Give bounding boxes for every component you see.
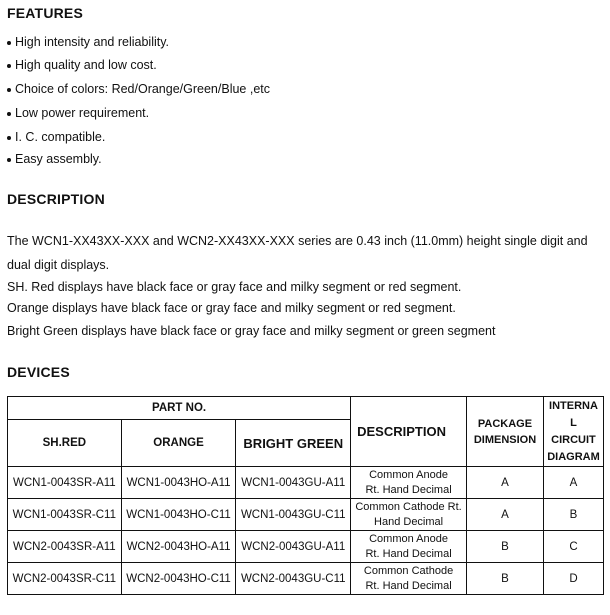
sh-red-header: SH.RED bbox=[8, 420, 122, 467]
header-line: L bbox=[570, 416, 577, 429]
bullet-icon bbox=[7, 136, 11, 140]
package-cell: B bbox=[467, 531, 544, 563]
description-cell bbox=[351, 467, 467, 499]
feature-text: Low power requirement. bbox=[15, 106, 150, 120]
description-line: dual digit displays. bbox=[7, 258, 110, 272]
internal-circuit-cell: C bbox=[543, 531, 603, 563]
feature-text: I. C. compatible. bbox=[15, 130, 106, 144]
package-cell: B bbox=[467, 563, 544, 595]
header-line: CIRCUIT bbox=[551, 433, 596, 446]
header-line: PACKAGE bbox=[477, 417, 533, 430]
description-line: Orange displays have black face or gray face and milky segment or red segment. bbox=[7, 301, 456, 315]
description-heading: DESCRIPTION bbox=[7, 191, 105, 207]
bullet-icon bbox=[7, 64, 11, 68]
bright-green-cell: WCN1-0043GU-A11 bbox=[236, 467, 351, 499]
orange-cell: WCN1-0043HO-C11 bbox=[121, 499, 236, 531]
internal-circuit-cell: B bbox=[543, 499, 603, 531]
bright-green-cell: WCN2-0043GU-A11 bbox=[236, 531, 351, 563]
description-line: Common Cathode bbox=[363, 564, 454, 577]
package-cell: A bbox=[467, 499, 544, 531]
feature-item bbox=[7, 106, 149, 120]
sh-red-cell: WCN2-0043SR-C11 bbox=[8, 563, 122, 595]
sh-red-cell: WCN2-0043SR-A11 bbox=[8, 531, 122, 563]
feature-item bbox=[7, 130, 105, 144]
bullet-icon bbox=[7, 88, 11, 92]
internal-circuit-cell: A bbox=[543, 467, 603, 499]
bullet-icon bbox=[7, 41, 11, 45]
orange-cell: WCN1-0043HO-A11 bbox=[121, 467, 236, 499]
internal-circuit-header bbox=[543, 397, 603, 467]
feature-item bbox=[7, 152, 102, 166]
description-line: Common Anode bbox=[369, 532, 448, 545]
table-row bbox=[8, 563, 604, 595]
feature-text: Easy assembly. bbox=[15, 152, 102, 166]
orange-cell: WCN2-0043HO-C11 bbox=[121, 563, 236, 595]
description-line: Common Cathode Rt. bbox=[355, 500, 462, 513]
header-line: DIMENSION bbox=[473, 433, 537, 446]
description-line: Rt. Hand Decimal bbox=[365, 547, 452, 560]
description-cell bbox=[351, 499, 467, 531]
sh-red-cell: WCN1-0043SR-A11 bbox=[8, 467, 122, 499]
devices-heading: DEVICES bbox=[7, 364, 70, 380]
features-heading: FEATURES bbox=[7, 5, 84, 21]
description-header: DESCRIPTION bbox=[351, 397, 467, 467]
package-cell: A bbox=[467, 467, 544, 499]
feature-item bbox=[7, 82, 270, 96]
description-line: Hand Decimal bbox=[374, 515, 444, 528]
devices-table bbox=[7, 396, 604, 595]
bright-green-cell: WCN1-0043GU-C11 bbox=[236, 499, 351, 531]
bright-green-header: BRIGHT GREEN bbox=[236, 420, 351, 467]
sh-red-cell: WCN1-0043SR-C11 bbox=[8, 499, 122, 531]
table-row bbox=[8, 531, 604, 563]
description-cell bbox=[351, 531, 467, 563]
table-row bbox=[8, 499, 604, 531]
internal-circuit-cell: D bbox=[543, 563, 603, 595]
description-line: Common Anode bbox=[369, 468, 448, 481]
feature-text: High quality and low cost. bbox=[15, 58, 157, 72]
feature-item bbox=[7, 58, 157, 72]
orange-header: ORANGE bbox=[121, 420, 236, 467]
description-cell bbox=[351, 563, 467, 595]
feature-text: High intensity and reliability. bbox=[15, 35, 170, 49]
orange-cell: WCN2-0043HO-A11 bbox=[121, 531, 236, 563]
table-row bbox=[8, 467, 604, 499]
description-line: Rt. Hand Decimal bbox=[365, 483, 452, 496]
bullet-icon bbox=[7, 158, 11, 162]
description-line: Rt. Hand Decimal bbox=[365, 579, 452, 592]
description-line: The WCN1-XX43XX-XXX and WCN2-XX43XX-XXX series are 0.43 inch (11.0mm) height single digit and bbox=[7, 234, 588, 248]
bullet-icon bbox=[7, 112, 11, 116]
feature-text: Choice of colors: Red/Orange/Green/Blue ,etc bbox=[15, 82, 270, 96]
description-line: SH. Red displays have black face or gray face and milky segment or red segment. bbox=[7, 280, 462, 294]
bright-green-cell: WCN2-0043GU-C11 bbox=[236, 563, 351, 595]
header-line: DIAGRAM bbox=[547, 450, 600, 463]
package-dimension-header bbox=[467, 397, 544, 467]
feature-item bbox=[7, 35, 169, 49]
description-line: Bright Green displays have black face or gray face and milky segment or green segment bbox=[7, 324, 496, 338]
header-line: INTERNA bbox=[549, 399, 598, 412]
part-no-header: PART NO. bbox=[8, 397, 351, 420]
